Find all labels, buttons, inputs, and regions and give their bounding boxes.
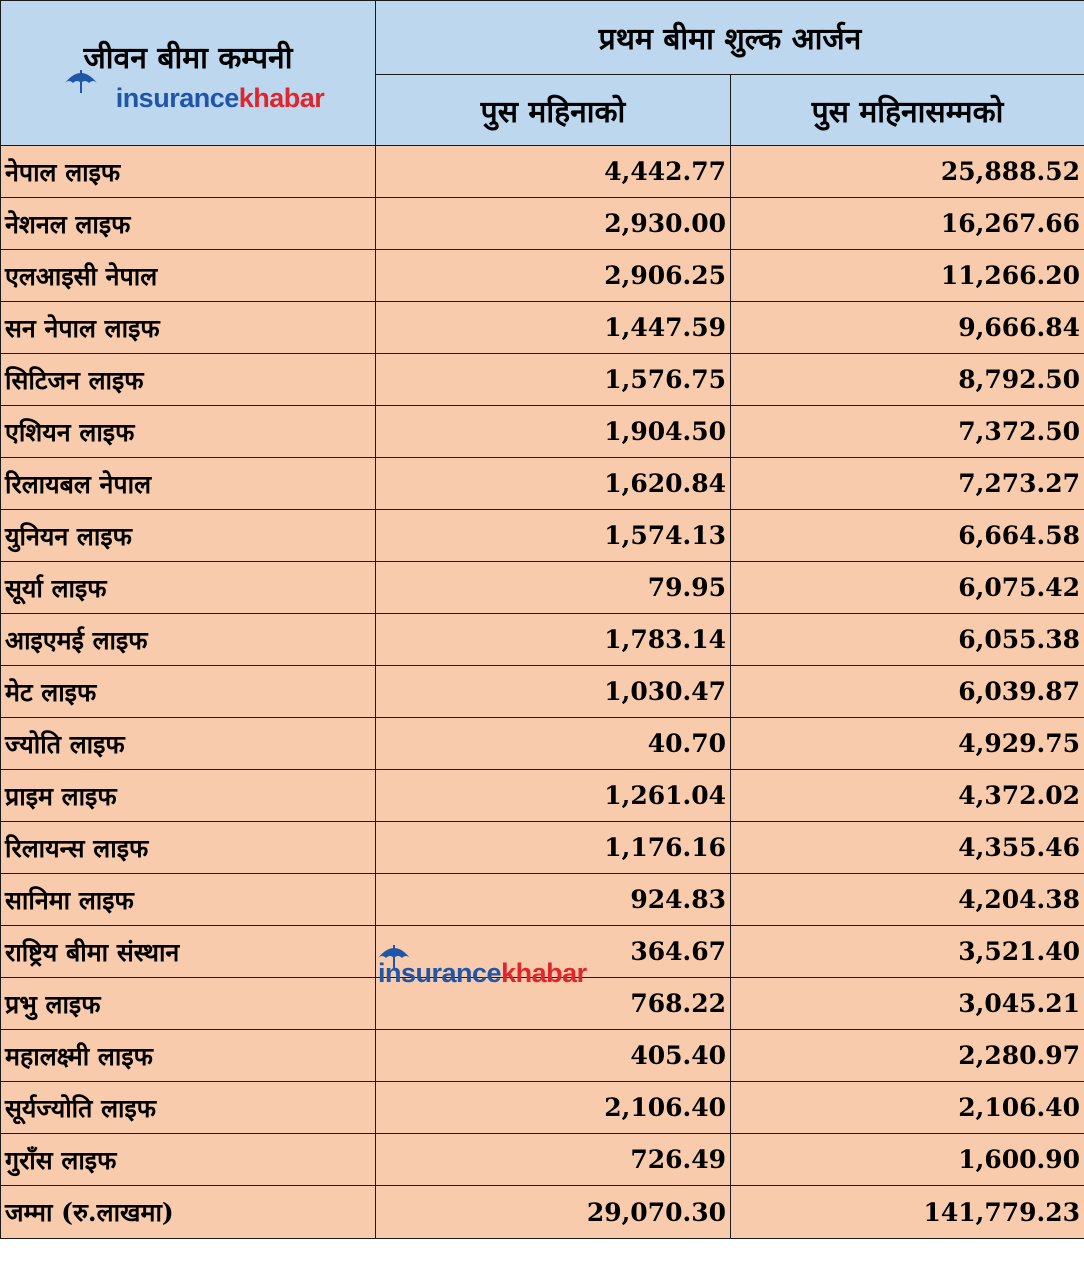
month-value-cell: 1,783.14	[376, 614, 731, 666]
cumulative-value-cell: 25,888.52	[731, 146, 1084, 198]
cumulative-value-cell: 4,204.38	[731, 874, 1084, 926]
table-row	[1, 666, 1084, 718]
total-label: जम्मा (रु.लाखमा)	[1, 1186, 376, 1239]
company-name-cell: सूर्या लाइफ	[1, 562, 376, 614]
company-name-cell: महालक्ष्मी लाइफ	[1, 1030, 376, 1082]
cumulative-value-cell: 9,666.84	[731, 302, 1084, 354]
table-body	[1, 146, 1084, 1239]
logo-part-insurance: insurance	[115, 82, 239, 113]
cumulative-value-cell: 16,267.66	[731, 198, 1084, 250]
month-value-cell: 40.70	[376, 718, 731, 770]
month-value-cell: 1,176.16	[376, 822, 731, 874]
cumulative-value-cell: 2,106.40	[731, 1082, 1084, 1134]
company-name-cell: सानिमा लाइफ	[1, 874, 376, 926]
company-name-cell: प्रभु लाइफ	[1, 978, 376, 1030]
company-name-cell: रिलायन्स लाइफ	[1, 822, 376, 874]
company-name-cell: नेशनल लाइफ	[1, 198, 376, 250]
company-name-cell: गुराँस लाइफ	[1, 1134, 376, 1186]
month-value-cell: 4,442.77	[376, 146, 731, 198]
cumulative-value-cell: 4,929.75	[731, 718, 1084, 770]
month-value-cell: 2,106.40	[376, 1082, 731, 1134]
month-value-cell: 1,030.47	[376, 666, 731, 718]
logo-part-khabar: khabar	[501, 958, 587, 988]
company-name-cell: एलआइसी नेपाल	[1, 250, 376, 302]
table-row	[1, 770, 1084, 822]
company-name-cell: राष्ट्रिय बीमा संस्थान	[1, 926, 376, 978]
table-row	[1, 822, 1084, 874]
cumulative-value-cell: 6,039.87	[731, 666, 1084, 718]
table-row	[1, 1030, 1084, 1082]
table-row	[1, 1082, 1084, 1134]
cumulative-value-cell: 6,055.38	[731, 614, 1084, 666]
month-value-cell: 405.40	[376, 1030, 731, 1082]
table-row	[1, 1134, 1084, 1186]
company-name-cell: ज्योति लाइफ	[1, 718, 376, 770]
company-name-cell: एशियन लाइफ	[1, 406, 376, 458]
month-value-cell: 1,447.59	[376, 302, 731, 354]
table-row	[1, 510, 1084, 562]
table-row	[1, 354, 1084, 406]
month-value-cell: 1,261.04	[376, 770, 731, 822]
brand-logo	[65, 83, 375, 115]
cumulative-value-cell: 11,266.20	[731, 250, 1084, 302]
month-value-cell: 768.22	[376, 978, 731, 1030]
cumulative-value-cell: 4,355.46	[731, 822, 1084, 874]
company-name-cell: सिटिजन लाइफ	[1, 354, 376, 406]
table-row	[1, 302, 1084, 354]
company-name-cell: आइएमई लाइफ	[1, 614, 376, 666]
total-row	[1, 1186, 1084, 1239]
table-row	[1, 614, 1084, 666]
logo-part-insurance: insurance	[378, 958, 502, 988]
table-row	[1, 718, 1084, 770]
month-value-cell: 2,930.00	[376, 198, 731, 250]
company-name-cell: सन नेपाल लाइफ	[1, 302, 376, 354]
table-row	[1, 874, 1084, 926]
cumulative-value-cell: 1,600.90	[731, 1134, 1084, 1186]
group-header: प्रथम बीमा शुल्क आर्जन	[376, 1, 1084, 75]
table-row	[1, 458, 1084, 510]
total-month: 29,070.30	[376, 1186, 731, 1239]
cumulative-value-cell: 6,075.42	[731, 562, 1084, 614]
month-value-cell: 924.83	[376, 874, 731, 926]
month-value-cell: 2,906.25	[376, 250, 731, 302]
company-name-cell: प्राइम लाइफ	[1, 770, 376, 822]
brand-watermark	[378, 958, 587, 989]
month-value-cell: 1,574.13	[376, 510, 731, 562]
company-name-cell: नेपाल लाइफ	[1, 146, 376, 198]
logo-part-khabar: khabar	[238, 82, 325, 113]
cumulative-value-cell: 8,792.50	[731, 354, 1084, 406]
table-row	[1, 198, 1084, 250]
cumulative-value-cell: 7,372.50	[731, 406, 1084, 458]
month-value-cell: 364.67	[376, 926, 731, 978]
company-name-cell: मेट लाइफ	[1, 666, 376, 718]
table-row	[1, 406, 1084, 458]
cumulative-value-cell: 4,372.02	[731, 770, 1084, 822]
company-column-header	[1, 1, 376, 146]
cumulative-value-cell: 2,280.97	[731, 1030, 1084, 1082]
cumulative-value-cell: 6,664.58	[731, 510, 1084, 562]
cumulative-value-cell: 3,521.40	[731, 926, 1084, 978]
table-row	[1, 146, 1084, 198]
total-cumulative: 141,779.23	[731, 1186, 1084, 1239]
company-name-cell: रिलायबल नेपाल	[1, 458, 376, 510]
table-row	[1, 562, 1084, 614]
company-column-title: जीवन बीमा कम्पनी	[83, 40, 293, 76]
month-value-cell: 1,576.75	[376, 354, 731, 406]
umbrella-icon	[376, 942, 412, 970]
cumulative-value-cell: 7,273.27	[731, 458, 1084, 510]
month-value-cell: 1,620.84	[376, 458, 731, 510]
month-value-cell: 1,904.50	[376, 406, 731, 458]
month-value-cell: 726.49	[376, 1134, 731, 1186]
umbrella-icon	[63, 67, 99, 95]
company-name-cell: सूर्यज्योति लाइफ	[1, 1082, 376, 1134]
month-column-header: पुस महिनाको	[376, 75, 731, 146]
table-row	[1, 250, 1084, 302]
cumulative-value-cell: 3,045.21	[731, 978, 1084, 1030]
company-name-cell: युनियन लाइफ	[1, 510, 376, 562]
cumulative-column-header: पुस महिनासम्मको	[731, 75, 1084, 146]
month-value-cell: 79.95	[376, 562, 731, 614]
